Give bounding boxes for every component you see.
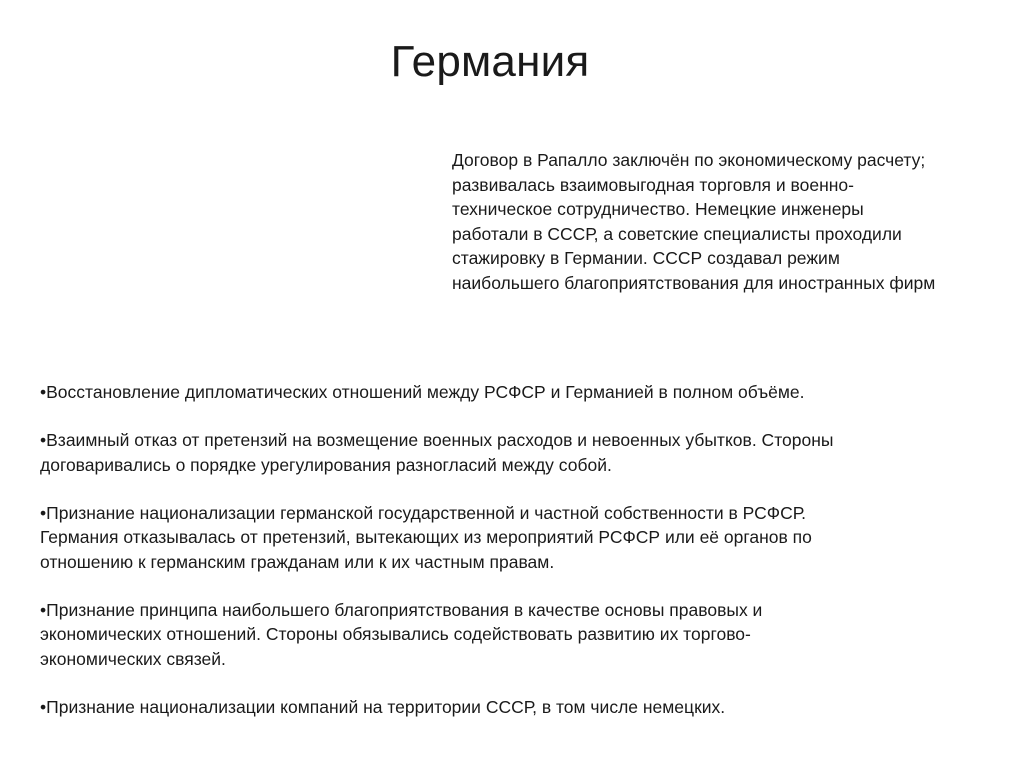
bullet-item-nationalization-recognition <box>40 501 980 575</box>
bullet-line: договаривались о порядке урегулирования разногласий между собой. <box>40 454 612 475</box>
bullet-line: отношению к германским гражданам или к их частным правам. <box>40 551 555 572</box>
bullet-line: экономических отношений. Стороны обязывались содействовать развитию их торгово- <box>40 624 751 644</box>
bullet-item-company-nationalization <box>40 695 980 720</box>
bullet-list <box>40 380 980 743</box>
note-line: техническое сотрудничество. Немецкие инженеры <box>452 199 864 219</box>
bullet-item-most-favored-nation <box>40 598 980 672</box>
note-line: Договор в Рапалло заключён по экономическому расчету; <box>452 150 926 170</box>
bullet-line: экономических связей. <box>40 648 226 669</box>
bullet-line: Германия отказывалась от претензий, вытекающих из мероприятий РСФСР или её органов по <box>40 527 812 547</box>
bullet-item-diplomatic-relations <box>40 380 980 405</box>
bullet-line: •Признание национализации компаний на территории СССР, в том числе немецких. <box>40 696 726 717</box>
bullet-line: •Признание национализации германской государственной и частной собственности в РСФСР. <box>40 502 806 523</box>
bullet-line: •Восстановление дипломатических отношений между РСФСР и Германией в полном объёме. <box>40 382 805 402</box>
note-line: стажировку в Германии. СССР создавал режим <box>452 248 840 268</box>
bullet-line: •Взаимный отказ от претензий на возмещение военных расходов и невоенных убытков. Стороны <box>40 430 834 450</box>
bullet-line: •Признание принципа наибольшего благоприятствования в качестве основы правовых и <box>40 599 763 620</box>
note-line: работали в СССР, а советские специалисты проходили <box>452 223 902 244</box>
note-line: развивалась взаимовыгодная торговля и военно- <box>452 174 854 195</box>
note-line: наибольшего благоприятствования для иностранных фирм <box>452 272 936 293</box>
slide-title: Германия <box>390 37 590 86</box>
rapallo-note <box>452 148 972 295</box>
bullet-item-mutual-waiver <box>40 428 980 477</box>
